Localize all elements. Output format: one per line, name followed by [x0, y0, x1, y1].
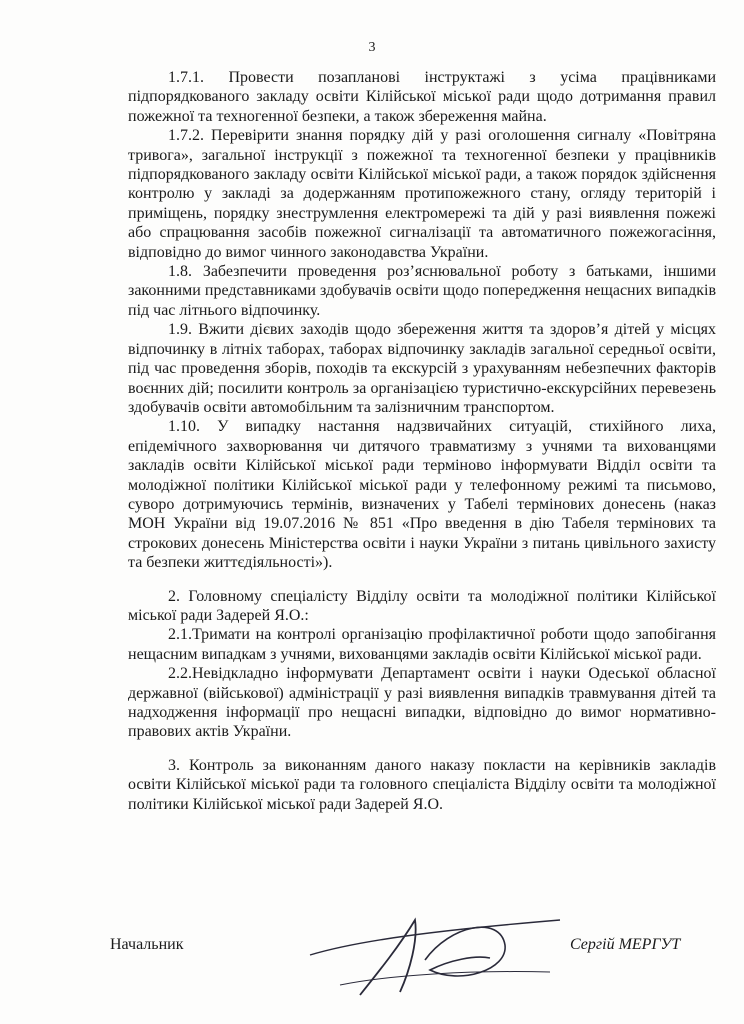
- paragraph-1-10: 1.10. У випадку настання надзвичайних ситуацій, стихійного лиха, епідемічного захворювання чи дитячого травматизму з учнями та вихованцями закладів освіти Кілійської міської ради терміново інформувати Відділ освіти та молодіжної політики Кілійської міської ради у телефонному режимі та письмово, суворо дотримуючись термінів, визначених у Табелі термінових донесень (наказ МОН України від 19.07.2016 № 851 «Про введення в дію Табеля термінових та строкових донесень Міністерства освіти і науки України з питань цивільного захисту та безпеки життєдіяльності»).: [128, 418, 716, 572]
- page-number: 3: [368, 40, 376, 55]
- paragraph-3: 3. Контроль за виконанням даного наказу покласти на керівників закладів освіти Кілійської міської ради та головного спеціаліста Відділу освіти та молодіжної політики Кілійської міської ради Задерей Я.О.: [128, 756, 716, 813]
- order-body: [128, 68, 716, 814]
- paragraph-1-8: 1.8. Забезпечити проведення роз’яснювальної роботу з батьками, іншими законними представниками здобувачів освіти щодо попередження нещасних випадків під час літнього відпочинку.: [128, 263, 716, 319]
- paragraph-2-1: 2.1.Тримати на контролі організацію профілактичної роботи щодо запобігання нещасним випадкам з учнями, вихованцями закладів освіти Кілійської міської ради.: [128, 626, 716, 663]
- paragraph-1-7-2: 1.7.2. Перевірити знання порядку дій у разі оголошення сигналу «Повітряна тривога», загальної інструкції з пожежної та техногенної безпеки у працівників підпорядкованого закладу освіти Кілійської міської ради, а також порядок здійснення контролю у закладі за додержанням протипожежного стану, огляду територій і приміщень, порядку знеструмлення електромережі та дій у разі виявлення пожежі або спрацювання засобів пожежної сигналізації та автоматичного пожежогасіння, відповідно до вимог чинного законодавства України.: [128, 127, 716, 261]
- signer-title: Начальник: [110, 936, 184, 953]
- handwritten-signature: [300, 900, 570, 1000]
- paragraph-1-9: 1.9. Вжити дієвих заходів щодо збереження життя та здоров’я дітей у місцях відпочинку в літніх таборах, таборах відпочинку закладів загальної середньої освіти, під час проведення зборів, походів та екскурсій з урахуванням небезпечних факторів воєнних дій; посилити контроль за організацією туристично-екскурсійних перевезень здобувачів освіти автомобільним та залізничним транспортом.: [128, 321, 716, 416]
- paragraph-1-7-1: 1.7.1. Провести позапланові інструктажі з усіма працівниками підпорядкованого закладу освіти Кілійської міської ради щодо дотримання правил пожежної та техногенної безпеки, а також збереження майна.: [128, 69, 716, 125]
- paragraph-2-2: 2.2.Невідкладно інформувати Департамент освіти і науки Одеської обласної державної (військової) адміністрації у разі виявлення випадків травмування дітей та надходження інформації про нещасні випадки, відповідно до вимог нормативно-правових актів України.: [128, 665, 716, 741]
- paragraph-2: 2. Головному спеціалісту Відділу освіти та молодіжної політики Кілійської міської ради Задерей Я.О.:: [128, 587, 716, 624]
- signer-name: Сергій МЕРГУТ: [570, 936, 681, 953]
